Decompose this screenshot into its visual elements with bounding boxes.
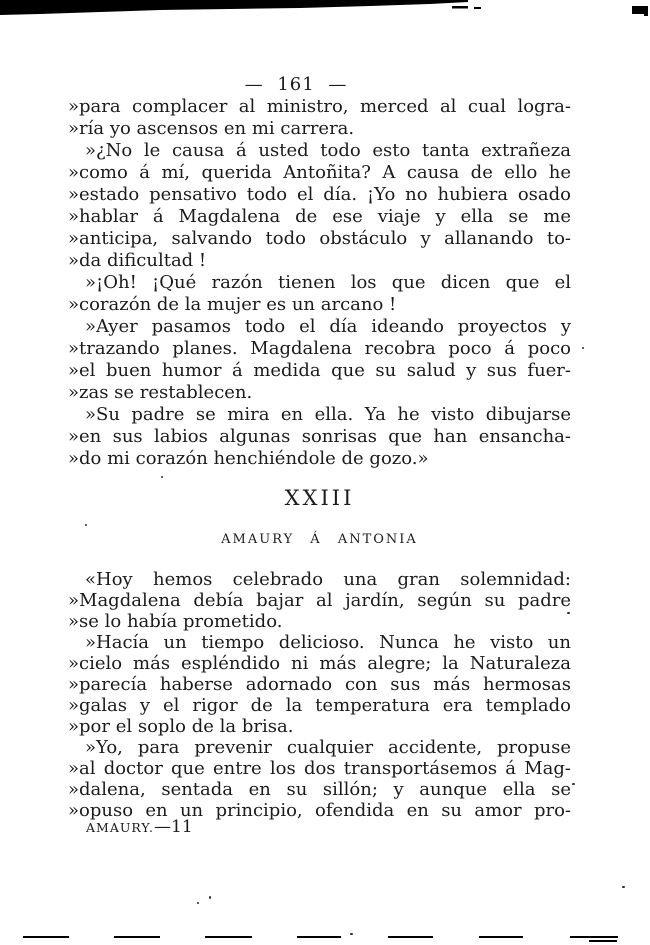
text-line: »hablar á Magdalena de ese viaje y ella se me xyxy=(68,206,571,227)
text-line: »¿No le causa á usted todo esto tanta extrañeza xyxy=(85,140,571,161)
scan-artifact-dash xyxy=(297,936,341,938)
text-line: »ría yo ascensos en mi carrera. xyxy=(68,118,355,139)
scan-artifact-dash xyxy=(479,936,523,938)
text-line: »opuso en un principio, ofendida en su amor pro- xyxy=(68,800,571,821)
text-line: »al doctor que entre los dos transportásemos á Mag- xyxy=(68,758,571,779)
scan-artifact-dash xyxy=(589,940,617,942)
scan-artifact-dash xyxy=(23,936,69,938)
scan-speck xyxy=(582,347,584,349)
page-number: — 161 — xyxy=(244,74,348,95)
text-line: »Ayer pasamos todo el día ideando proyectos y xyxy=(85,316,571,337)
text-line: »Yo, para prevenir cualquier accidente, propuse xyxy=(85,737,571,758)
scan-artifact-dash xyxy=(570,936,618,938)
text-line: »el buen humor á medida que su salud y sus fuer- xyxy=(68,360,571,381)
chapter-subheading: AMAURY Á ANTONIA xyxy=(221,532,418,547)
scan-speck xyxy=(209,896,211,899)
text-line: »por el soplo de la brisa. xyxy=(68,716,294,737)
scan-speck xyxy=(350,933,353,935)
text-line: »se lo había prometido. xyxy=(68,611,283,632)
text-line: »trazando planes. Magdalena recobra poco á poco xyxy=(68,338,571,359)
scan-speck xyxy=(567,612,570,614)
text-block-2 xyxy=(68,569,571,821)
text-line: »en sus labios algunas sonrisas que han ensancha- xyxy=(68,426,571,447)
text-line: »do mi corazón henchiéndole de gozo.» xyxy=(68,448,429,469)
text-line: »como á mí, querida Antoñita? A causa de ello he xyxy=(68,162,571,183)
text-line: »da dificultad ! xyxy=(68,250,207,271)
signature-number: —11 xyxy=(154,817,193,837)
scan-artifact-corner-mark xyxy=(632,6,648,14)
scan-artifact-top-bar xyxy=(0,0,650,20)
text-line: »Magdalena debía bajar al jardín, según su padre xyxy=(68,590,571,611)
text-line: »estado pensativo todo el día. ¡Yo no hubiera osado xyxy=(68,184,571,205)
scan-speck xyxy=(622,886,625,888)
text-line: »corazón de la mujer es un arcano ! xyxy=(68,294,397,315)
text-line: »Hacía un tiempo delicioso. Nunca he visto un xyxy=(85,632,571,653)
scan-speck xyxy=(161,476,163,478)
text-line: »Su padre se mira en ella. Ya he visto dibujarse xyxy=(85,404,571,425)
text-block-1 xyxy=(68,96,571,470)
signature-mark xyxy=(86,817,193,837)
text-line: »parecía haberse adornado con sus más hermosas xyxy=(68,674,571,695)
scan-speck xyxy=(572,783,575,785)
text-line: »anticipa, salvando todo obstáculo y allanando to- xyxy=(68,228,571,249)
text-line: »¡Oh! ¡Qué razón tienen los que dicen que el xyxy=(85,272,571,293)
scan-artifact-corner-mark xyxy=(644,14,648,16)
chapter-heading: XXIII xyxy=(284,486,355,510)
scan-speck xyxy=(85,524,87,526)
text-line: »dalena, sentada en su sillón; y aunque ella se xyxy=(68,779,571,800)
text-line: «Hoy hemos celebrado una gran solemnidad: xyxy=(85,569,571,590)
scan-speck xyxy=(197,902,199,904)
text-line: »zas se restablecen. xyxy=(68,382,253,403)
scan-artifact-dash xyxy=(114,936,160,938)
text-line: »galas y el rigor de la temperatura era templado xyxy=(68,695,571,716)
scan-artifact-dash xyxy=(388,936,433,938)
signature-name: AMAURY. xyxy=(86,820,155,835)
text-line: »cielo más espléndido ni más alegre; la Naturaleza xyxy=(68,653,571,674)
scan-artifact-dash xyxy=(205,936,252,938)
text-line: »para complacer al ministro, merced al cual logra- xyxy=(68,96,571,117)
